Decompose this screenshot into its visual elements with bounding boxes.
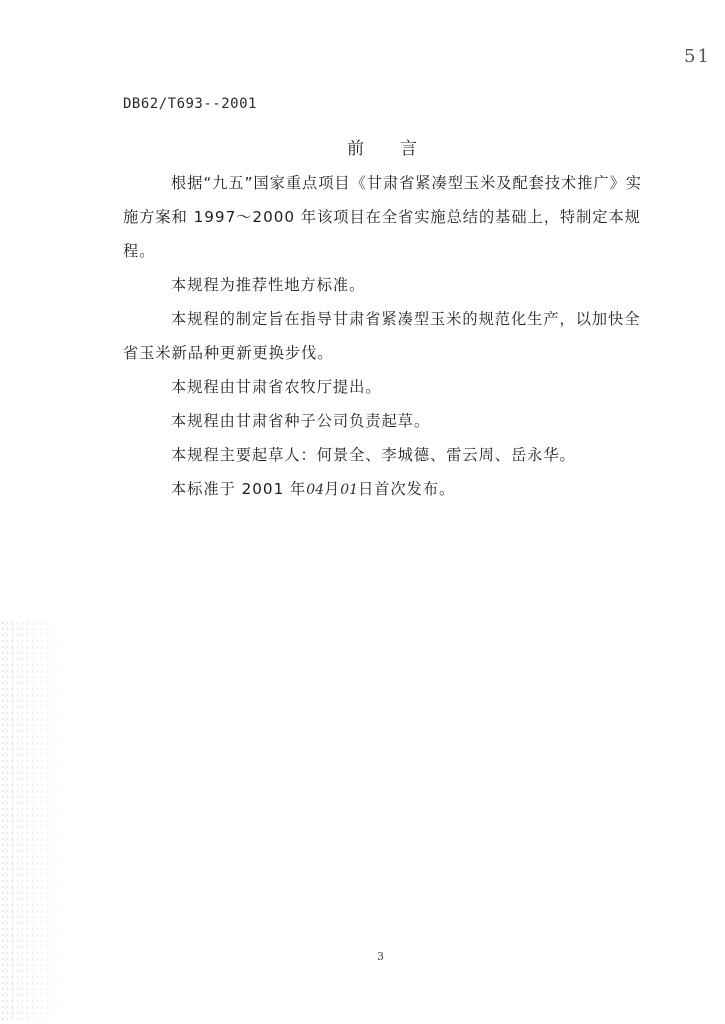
paragraph-text: 本规程为推荐性地方标准。	[171, 276, 366, 294]
release-prefix: 本标准于 2001 年	[171, 480, 307, 498]
paragraph-drafters	[123, 438, 643, 472]
scan-noise	[0, 620, 70, 1020]
paragraph-basis	[123, 166, 643, 268]
paragraph-proposer	[123, 370, 643, 404]
paragraph-standard-type	[123, 268, 643, 302]
handwritten-day: 01	[340, 482, 359, 498]
handwritten-month: 04	[306, 482, 325, 498]
document-code: DB62/T693--2001	[123, 96, 257, 112]
paragraph-release-date	[123, 472, 643, 507]
release-month-suffix: 月	[324, 480, 341, 498]
paragraph-text: 本规程的制定旨在指导甘肃省紧凑型玉米的规范化生产，以加快全省玉米新品种更新更换步伐。	[123, 310, 641, 362]
paragraph-text: 本规程由甘肃省种子公司负责起草。	[171, 412, 430, 430]
paragraph-text: 本规程由甘肃省农牧厅提出。	[171, 378, 382, 396]
paragraph-purpose	[123, 302, 643, 370]
release-line	[123, 472, 643, 507]
paragraph-drafter-org	[123, 404, 643, 438]
paragraph-text: 本规程主要起草人：何景全、李城德、雷云周、岳永华。	[171, 446, 576, 464]
page-title: 前言	[347, 139, 453, 159]
page-number: 3	[377, 950, 384, 963]
paragraph-text: 根据“九五”国家重点项目《甘肃省紧凑型玉米及配套技术推广》实施方案和 1997～2000 年该项目在全省实施总结的基础上，特制定本规程。	[123, 174, 642, 260]
release-suffix: 日首次发布。	[358, 480, 456, 498]
corner-mark: 51	[684, 46, 711, 67]
